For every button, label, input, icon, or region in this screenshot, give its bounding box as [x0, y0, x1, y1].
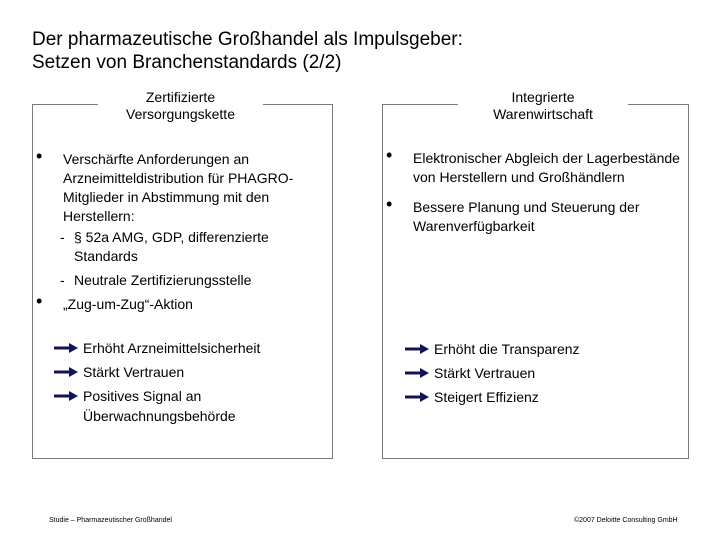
arrow-right-icon [53, 342, 79, 354]
left-results [53, 338, 313, 426]
right-heading-line1: Integrierte [511, 89, 575, 105]
left-bullet-2 [34, 291, 326, 314]
left-result-1-text: Erhöht Arzneimittelsicherheit [83, 340, 261, 356]
slide-title-line1: Der pharmazeutische Großhandel als Impulsgeber: [32, 29, 463, 50]
arrow-right-icon [404, 391, 430, 403]
slide-title [32, 28, 463, 74]
arrow-right-icon [53, 366, 79, 378]
right-result-3 [404, 387, 664, 407]
left-result-2 [53, 362, 313, 382]
right-result-2-text: Stärkt Vertrauen [434, 365, 536, 381]
left-bullet-1-text: Verschärfte Anforderungen an Arzneimitteldistribution für PHAGRO-Mitglieder in Abstimmung mit den Herstellern: [63, 151, 294, 224]
left-result-3 [53, 386, 313, 426]
footer-left: Studie – Pharmazeutischer Großhandel [49, 517, 172, 524]
right-results [404, 339, 664, 407]
left-result-1 [53, 338, 313, 358]
left-bullet-1 [34, 146, 326, 226]
left-bullets [34, 146, 326, 314]
bullet-dot: • [386, 145, 393, 165]
left-sub-2-text: Neutrale Zertifizierungsstelle [74, 272, 252, 288]
right-bullet-2 [384, 194, 684, 236]
left-heading-line2: Versorgungskette [126, 106, 235, 122]
arrow-right-icon [404, 343, 430, 355]
left-sub-1 [34, 228, 326, 266]
bullet-dot: • [36, 146, 43, 166]
arrow-right-icon [404, 367, 430, 379]
bullet-dot: • [386, 194, 393, 214]
bullet-dot: • [36, 291, 43, 311]
right-bullet-1 [384, 145, 684, 187]
dash: - [60, 272, 65, 288]
right-result-3-text: Steigert Effizienz [434, 389, 539, 405]
right-result-2 [404, 363, 664, 383]
dash: - [60, 229, 65, 245]
right-heading-line2: Warenwirtschaft [493, 106, 593, 122]
left-bullet-2-text: „Zug-um-Zug“-Aktion [63, 296, 193, 312]
right-result-1-text: Erhöht die Transparenz [434, 341, 580, 357]
right-bullets [384, 145, 684, 236]
left-heading-line1: Zertifizierte [145, 89, 216, 105]
footer-right: ©2007 Deloitte Consulting GmbH [574, 517, 678, 524]
left-panel-heading [98, 89, 263, 123]
slide-title-line2: Setzen von Branchenstandards (2/2) [32, 52, 342, 73]
right-panel-heading [458, 89, 628, 123]
left-result-2-text: Stärkt Vertrauen [83, 364, 185, 380]
right-bullet-2-text: Bessere Planung und Steuerung der Warenverfügbarkeit [413, 199, 640, 234]
left-sub-2 [34, 271, 326, 290]
left-sub-1-text: § 52a AMG, GDP, differenzierte Standards [74, 229, 269, 264]
right-result-1 [404, 339, 664, 359]
right-bullet-1-text: Elektronischer Abgleich der Lagerbestände von Herstellern und Großhändlern [413, 150, 680, 185]
arrow-right-icon [53, 390, 79, 402]
left-result-3-text: Positives Signal an Überwachnungsbehörde [83, 388, 236, 424]
